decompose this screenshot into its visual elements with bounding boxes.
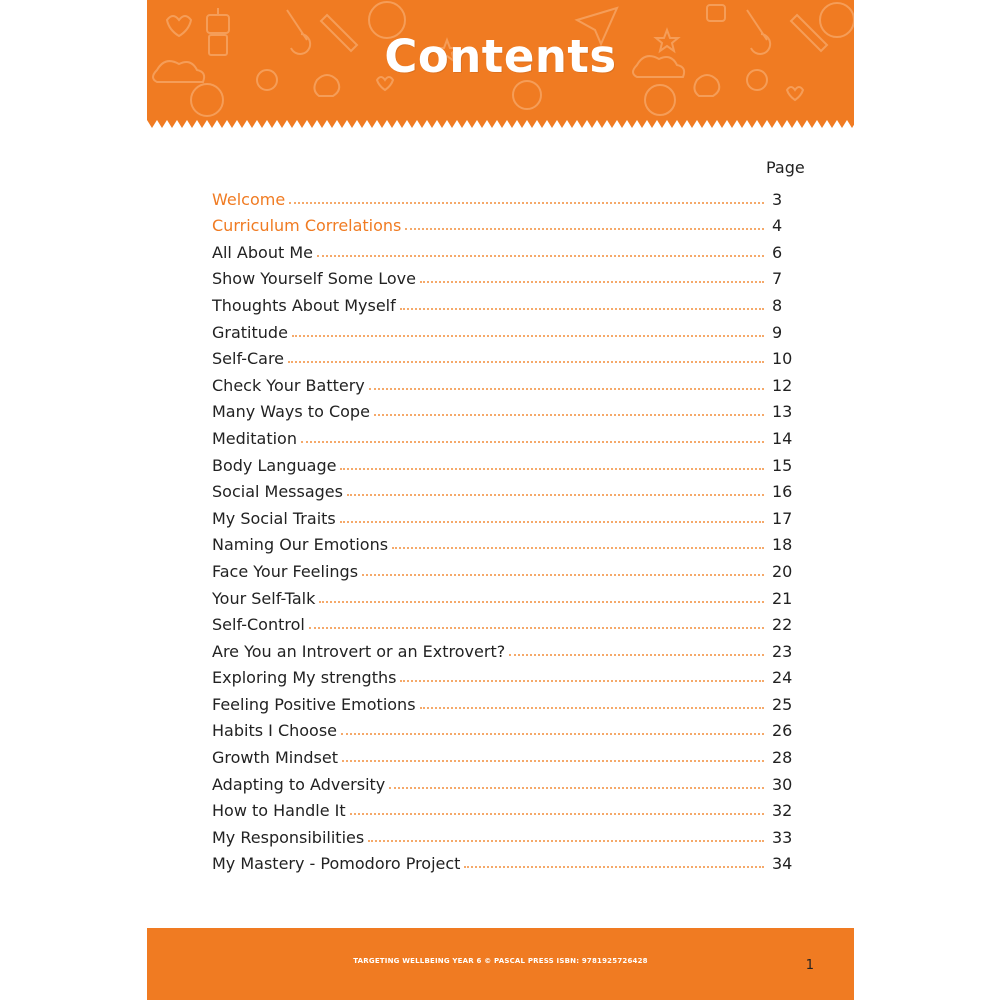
toc-entry-title: Welcome xyxy=(212,189,286,209)
toc-entry-title: My Responsibilities xyxy=(212,827,365,847)
dot-leader xyxy=(340,520,764,523)
toc-entry-page: 34 xyxy=(772,854,793,874)
toc-entry xyxy=(212,476,812,503)
toc-entry xyxy=(212,795,812,822)
toc-entry-title: Are You an Introvert or an Extrovert? xyxy=(212,641,506,661)
toc-entry-page: 17 xyxy=(772,508,793,528)
toc-entry-title: Show Yourself Some Love xyxy=(212,269,416,289)
page-column-label: Page xyxy=(766,158,805,177)
page-title: Contents xyxy=(384,30,617,83)
toc-entry-page: 26 xyxy=(772,721,793,741)
toc-entry-title: Thoughts About Myself xyxy=(212,295,396,315)
toc-entry-title: Exploring My strengths xyxy=(212,668,397,688)
dot-leader xyxy=(400,679,764,682)
toc-entry-title: Adapting to Adversity xyxy=(212,774,386,794)
table-of-contents xyxy=(212,183,812,874)
dot-leader xyxy=(368,839,764,842)
toc-entry xyxy=(212,263,812,290)
toc-entry-title: Check Your Battery xyxy=(212,375,365,395)
dot-leader xyxy=(292,334,764,337)
toc-entry-title: Body Language xyxy=(212,455,337,475)
toc-entry-page: 30 xyxy=(772,774,793,794)
dot-leader xyxy=(342,759,764,762)
toc-entry xyxy=(212,289,812,316)
toc-entry-title: Meditation xyxy=(212,428,297,448)
toc-entry-title: All About Me xyxy=(212,242,313,262)
toc-entry-page: 3 xyxy=(772,189,783,209)
toc-entry xyxy=(212,688,812,715)
toc-entry-page: 12 xyxy=(772,375,793,395)
document-page xyxy=(147,0,854,1000)
toc-entry-title: Face Your Feelings xyxy=(212,561,359,581)
toc-entry-title: How to Handle It xyxy=(212,801,346,821)
toc-entry xyxy=(212,741,812,768)
toc-entry xyxy=(212,210,812,237)
dot-leader xyxy=(362,573,764,576)
toc-entry-title: My Social Traits xyxy=(212,508,336,528)
toc-entry-page: 24 xyxy=(772,668,793,688)
dot-leader xyxy=(301,440,764,443)
dot-leader xyxy=(509,653,764,656)
toc-entry-page: 8 xyxy=(772,295,783,315)
footer-page-number: 1 xyxy=(805,958,814,973)
footer-credit: TARGETING WELLBEING YEAR 6 © PASCAL PRESS ISBN: 9781925726428 xyxy=(353,957,648,965)
dot-leader xyxy=(340,467,764,470)
footer-bar xyxy=(147,928,854,1000)
toc-entry-page: 32 xyxy=(772,801,793,821)
toc-entry-title: Growth Mindset xyxy=(212,748,338,768)
toc-entry-page: 4 xyxy=(772,216,783,236)
toc-entry-title: Self-Control xyxy=(212,615,305,635)
toc-entry-title: Your Self-Talk xyxy=(212,588,316,608)
toc-entry-page: 23 xyxy=(772,641,793,661)
toc-entry xyxy=(212,529,812,556)
toc-entry-title: My Mastery - Pomodoro Project xyxy=(212,854,461,874)
toc-entry-title: Social Messages xyxy=(212,482,343,502)
toc-entry-page: 6 xyxy=(772,242,783,262)
dot-leader xyxy=(374,413,764,416)
toc-entry xyxy=(212,821,812,848)
toc-entry xyxy=(212,422,812,449)
header-banner xyxy=(147,0,854,130)
dot-leader xyxy=(309,626,764,629)
toc-entry-page: 18 xyxy=(772,535,793,555)
toc-entry-title: Curriculum Correlations xyxy=(212,216,402,236)
toc-entry xyxy=(212,183,812,210)
dot-leader xyxy=(420,280,764,283)
dot-leader xyxy=(289,201,764,204)
dot-leader xyxy=(400,307,764,310)
dot-leader xyxy=(319,600,764,603)
toc-entry xyxy=(212,582,812,609)
dot-leader xyxy=(288,360,764,363)
toc-entry xyxy=(212,396,812,423)
toc-entry-page: 9 xyxy=(772,322,783,342)
toc-entry-title: Naming Our Emotions xyxy=(212,535,389,555)
toc-entry-page: 15 xyxy=(772,455,793,475)
toc-entry-title: Many Ways to Cope xyxy=(212,402,370,422)
toc-entry-page: 22 xyxy=(772,615,793,635)
toc-entry xyxy=(212,449,812,476)
toc-entry xyxy=(212,609,812,636)
toc-entry xyxy=(212,316,812,343)
toc-entry xyxy=(212,555,812,582)
toc-entry-page: 13 xyxy=(772,402,793,422)
dot-leader xyxy=(369,387,764,390)
toc-entry xyxy=(212,848,812,875)
toc-entry xyxy=(212,768,812,795)
toc-entry xyxy=(212,715,812,742)
toc-entry xyxy=(212,502,812,529)
toc-entry-page: 7 xyxy=(772,269,783,289)
toc-entry xyxy=(212,236,812,263)
dot-leader xyxy=(350,812,764,815)
toc-entry-title: Gratitude xyxy=(212,322,288,342)
toc-entry-title: Self-Care xyxy=(212,349,285,369)
dot-leader xyxy=(389,786,764,789)
toc-entry-page: 10 xyxy=(772,349,793,369)
toc-entry-title: Feeling Positive Emotions xyxy=(212,694,416,714)
dot-leader xyxy=(405,227,764,230)
toc-entry-page: 33 xyxy=(772,827,793,847)
toc-entry xyxy=(212,662,812,689)
toc-entry-page: 20 xyxy=(772,561,793,581)
dot-leader xyxy=(392,546,764,549)
toc-entry-page: 21 xyxy=(772,588,793,608)
dot-leader xyxy=(341,732,764,735)
toc-entry-title: Habits I Choose xyxy=(212,721,338,741)
dot-leader xyxy=(420,706,764,709)
toc-entry xyxy=(212,635,812,662)
toc-entry-page: 25 xyxy=(772,694,793,714)
toc-entry-page: 16 xyxy=(772,482,793,502)
toc-entry-page: 28 xyxy=(772,748,793,768)
toc-entry-page: 14 xyxy=(772,428,793,448)
toc-entry xyxy=(212,369,812,396)
dot-leader xyxy=(464,865,764,868)
dot-leader xyxy=(317,254,764,257)
zigzag-edge xyxy=(147,110,854,130)
toc-entry xyxy=(212,343,812,370)
dot-leader xyxy=(347,493,764,496)
